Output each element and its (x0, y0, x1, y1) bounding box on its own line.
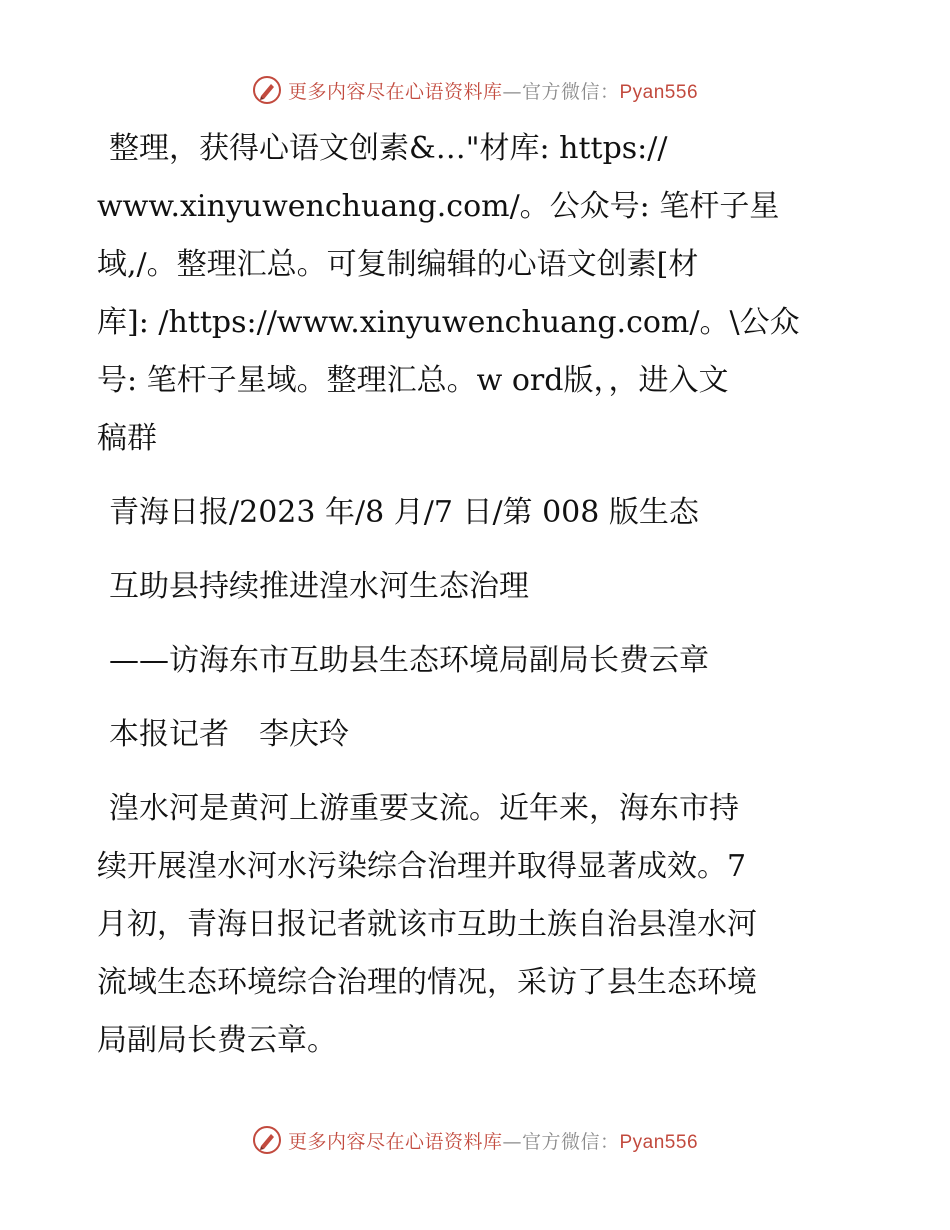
article-title: 互助县持续推进湟水河生态治理 (109, 569, 529, 604)
banner-wechat-label: 官方微信： (521, 1130, 620, 1153)
banner-main: 更多内容尽在心语资料库 (287, 80, 503, 103)
pen-logo-icon (252, 75, 282, 105)
body-line: 湟水河是黄河上游重要支流。近年来，海东市持 (109, 791, 739, 826)
body-line: 局副局长费云章。 (97, 1023, 337, 1058)
banner-wechat-id: Pyan556 (619, 81, 699, 103)
intro-line: 库]: /https://www.xinyuwenchuang.com/。\公众 (97, 305, 800, 340)
article-body (97, 780, 862, 1070)
document-content (97, 120, 862, 1070)
article-subtitle: ——访海东市互助县生态环境局副局长费云章 (109, 643, 709, 678)
intro-line: 域,/。整理汇总。可复制编辑的心语文创素[材 (97, 247, 699, 282)
header-banner (0, 70, 950, 110)
banner-dash: — (502, 80, 522, 103)
banner-main: 更多内容尽在心语资料库 (287, 1130, 503, 1153)
intro-line: 整理，获得心语文创素&…"材库: https:// (109, 131, 668, 166)
intro-line: 稿群 (97, 421, 157, 456)
body-line: 月初，青海日报记者就该市互助土族自治县湟水河 (97, 907, 757, 942)
banner-text (288, 1127, 698, 1154)
intro-paragraph (97, 120, 862, 468)
banner-wechat-id: Pyan556 (619, 1131, 699, 1153)
banner-wechat-label: 官方微信： (521, 80, 620, 103)
banner-dash: — (502, 1130, 522, 1153)
body-line: 流域生态环境综合治理的情况，采访了县生态环境 (97, 965, 757, 1000)
footer-banner (0, 1120, 950, 1160)
article-byline: 本报记者 李庆玲 (109, 717, 349, 752)
intro-line: www.xinyuwenchuang.com/。公众号: 笔杆子星 (97, 189, 780, 224)
body-line: 续开展湟水河水污染综合治理并取得显著成效。7 (97, 849, 747, 884)
banner-text (288, 77, 698, 104)
pen-logo-icon (252, 1125, 282, 1155)
intro-line: 号: 笔杆子星域。整理汇总。w ord版，，进入文 (97, 363, 729, 398)
article-source: 青海日报/2023 年/8 月/7 日/第 008 版生态 (109, 495, 699, 530)
